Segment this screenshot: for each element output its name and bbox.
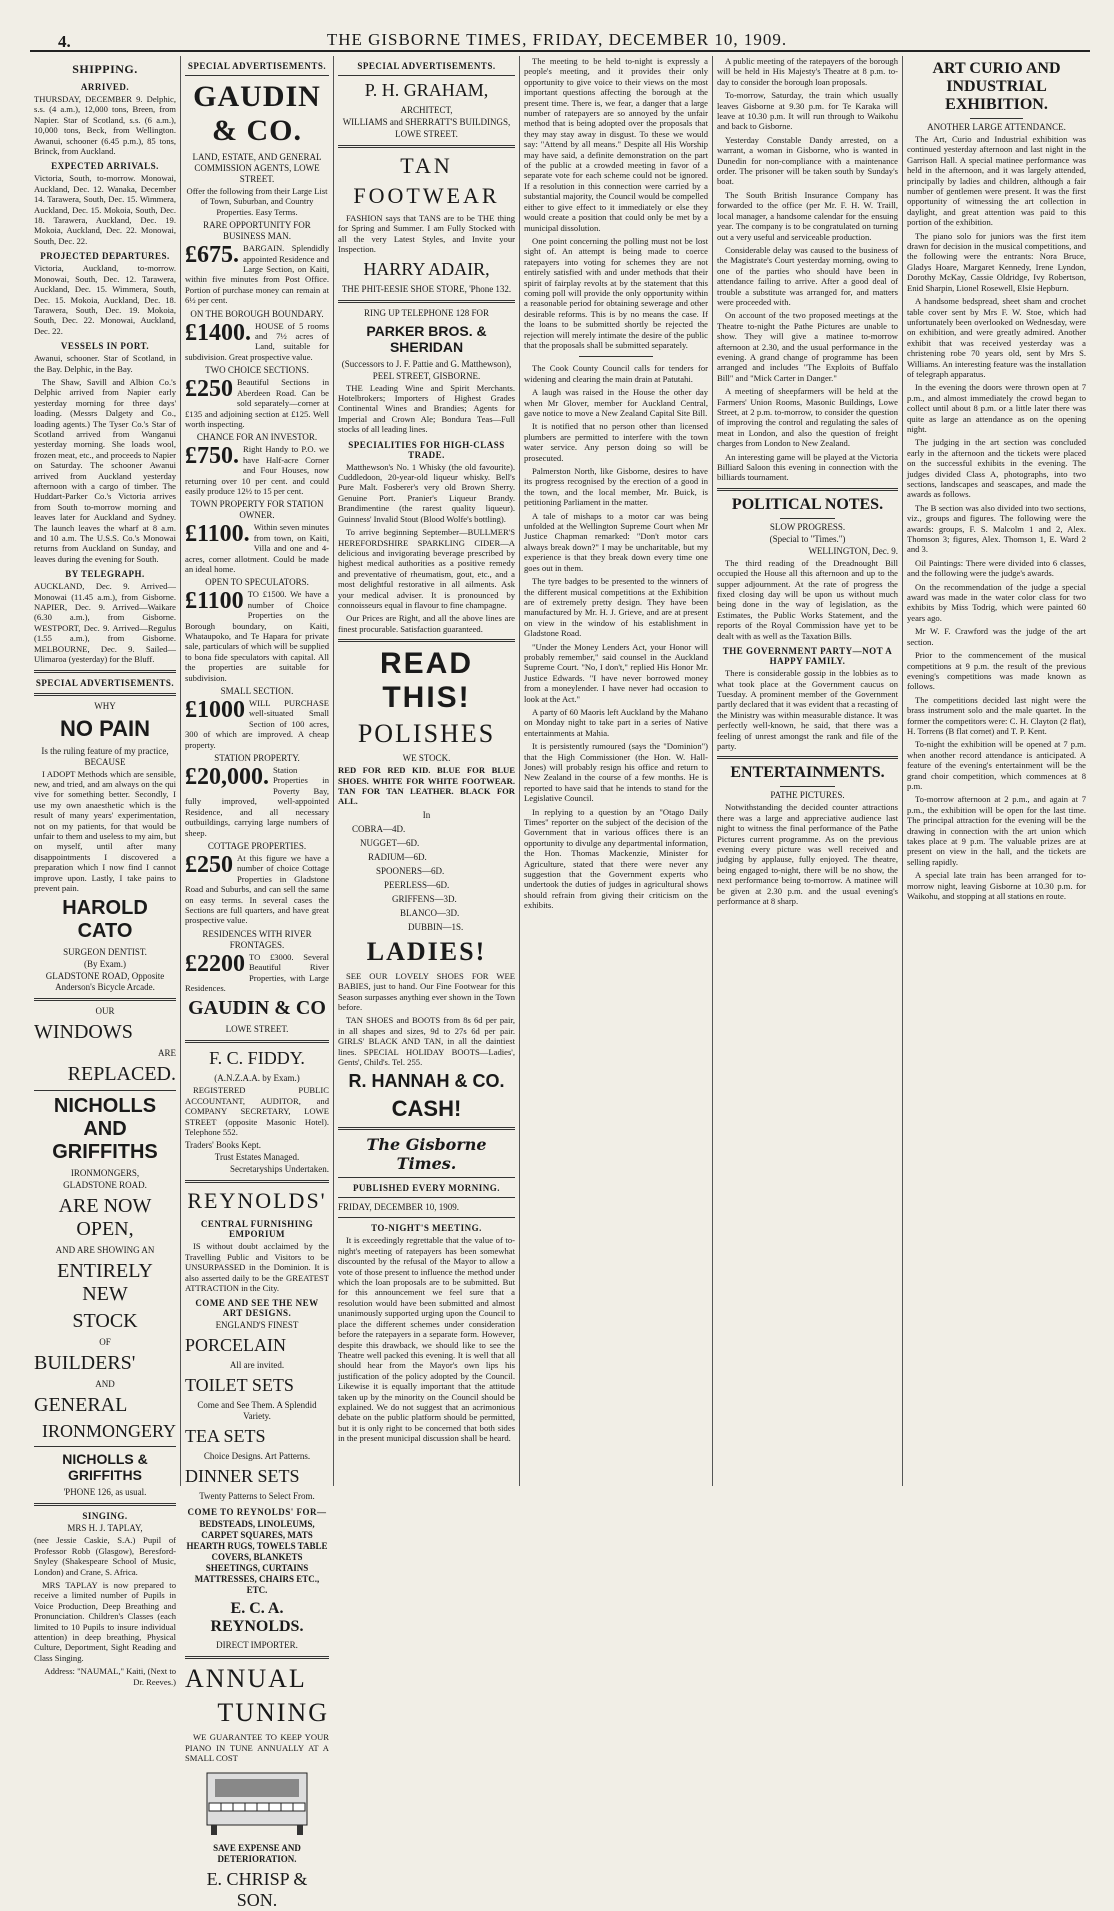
special-ads-heading: SPECIAL ADVERTISEMENTS. — [357, 61, 496, 71]
exhibition-paragraph: In the evening the doors were thrown open at 7 p.m., and almost immediately the crowd began to collect until about 8 p.m. or a little later there was quite as large an attendance as on the opening night. — [907, 382, 1086, 434]
importer-label: DIRECT IMPORTER. — [216, 1640, 298, 1651]
footwear-heading: FOOTWEAR — [353, 183, 500, 208]
ladies-heading: LADIES! — [366, 936, 487, 966]
times-masthead: The Gisborne Times. — [366, 1135, 487, 1174]
polish-item: BLANCO—3D. — [400, 907, 460, 918]
builders-word: BUILDERS' — [34, 1352, 136, 1375]
fiddy-text: REGISTERED PUBLIC ACCOUNTANT, AUDITOR, and COMPANY SECRETARY, LOWE STREET (opposite Masonic Hotel). Telephone 552. — [185, 1085, 329, 1137]
singing-heading: SINGING. — [82, 1511, 128, 1522]
tuning-heading: TUNING — [217, 1698, 329, 1728]
news-item: A meeting of sheepfarmers will be held at the Farmers' Union Rooms, Masonic Buildings, Lowe Street, at 2 p.m. to-morrow, to consider the question of improving the control and regulating the sales of meat in London, and also the question of freight charges from London to New Zealand. — [717, 386, 898, 449]
exhibition-paragraph: To-morrow afternoon at 2 p.m., and again at 7 p.m., the exhibition will be open for the last time. The principal attraction for the evening will be the drawing in connection with the art union which takes place at 9 p.m. The valuable prizes are at present on view in the hall, and the tickets are selling rapidly. — [907, 794, 1086, 867]
gaudin-subtitle: LAND, ESTATE, AND GENERAL COMMISSION AGENTS, LOWE STREET. — [192, 152, 322, 184]
reynolds-heading: REYNOLDS' — [187, 1188, 327, 1214]
news-item: It is persistently rumoured (says the "Dominion") that the High Commissioner (the Hon. W. Hall-Jones) will probably resign his office and return to New Zealand in the course of a few months. He is reported to have said that he intends to stand for the Legislative Council. — [524, 741, 708, 804]
lowe-street-label: LOWE STREET. — [225, 1024, 289, 1035]
windows-word: WINDOWS — [34, 1021, 133, 1044]
investor-label: CHANCE FOR AN INVESTOR. — [196, 432, 318, 443]
polishes-heading: POLISHES — [357, 719, 496, 749]
divider — [717, 756, 898, 759]
divider — [717, 488, 898, 491]
column-4 — [519, 56, 712, 1486]
phone-label: 'PHONE 126, as usual. — [63, 1487, 147, 1498]
editorial-paragraph: The meeting to be held to-night is expressly a people's meeting, and it provides their only opportunity to give voice to their views on the most important questions affecting the borough at the present time. There is, we fear, a danger that a large number of ratepayers are so annoyed by the unfair method that is being adopted over the proposals that they may stay away in disgust. To these we would say: "Attend by all means." Despite all His Worship may have said, a definite demonstration on the part of the public at a crowded meeting in favor of a separate vote for each scheme could not be ignored. If a resolution in this connection were carried by a substantial majority, the Council would be compelled either to give effect to it immediately or else they would create a position that could only be met by a municipal dissolution. — [524, 56, 708, 233]
of-label: OF — [99, 1337, 111, 1348]
new-art-label: COME AND SEE THE NEW ART DESIGNS. — [195, 1298, 319, 1319]
expected-heading: EXPECTED ARRIVALS. — [51, 161, 159, 172]
polish-item: GRIFFENS—3D. — [392, 893, 457, 904]
listing-5: Within seven minutes from town, on Kaiti, Villa and one and 4-acres, corner allotment. Could be made an ideal home. — [185, 522, 329, 574]
news-item: The South British Insurance Company has forwarded to the office (per Mr. F. H. W. Traill, local manager, a handsome calendar for the ensuing year. The company is to be congratulated on turning out a very useful and serviceable production. — [717, 189, 898, 242]
are-label: ARE — [158, 1048, 176, 1059]
parker-heading: PARKER BROS. & SHERIDAN — [366, 322, 487, 355]
exhibition-paragraph: Oil Paintings: There were divided into 6 classes, and the following were the judge's awards. — [907, 557, 1086, 579]
gaudin-heading: GAUDIN & CO. — [193, 80, 321, 147]
masthead-rule — [30, 50, 1090, 52]
tapley-credentials: (nee Jessie Caskie, S.A.) Pupil of Professor Robb (Glasgow), Beresford-Snyley (Shakespeare School of Music, London) and Crane, S. Africa. — [34, 1535, 176, 1577]
stock-heading: STOCK — [72, 1310, 138, 1333]
no-pain-heading: NO PAIN — [59, 715, 151, 741]
price-1: £675. — [185, 242, 239, 269]
news-item: A tale of mishaps to a motor car was being unfolded at the Wellington Supreme Court when Mr Justice Chapman remarked: "Don't motor cars always break down?" I may be uncharitable, but my experience is that they break down every time one goes out in them. — [524, 510, 708, 573]
tapley-paragraph: MRS TAPLAY is now prepared to receive a limited number of Pupils in Voice Production, Deep Breathing and Pronunciation. Children's Classes (each limited to 10 Pupils to insure individual attention) in deep breathing, Physical Culture, Deportment, Sight Reading and Class Singing. — [34, 1580, 176, 1663]
small-section-label: SMALL SECTION. — [220, 686, 294, 697]
entertainments-heading: ENTERTAINMENTS. — [730, 764, 885, 782]
fiddy-sub: (A.N.Z.A.A. by Exam.) — [214, 1073, 300, 1084]
port-text: Awanui, schooner. Star of Scotland, in the Bay. Delphic, in the Bay. — [34, 353, 176, 374]
cato-name: HAROLD CATO — [62, 897, 148, 943]
gaudin-footer: GAUDIN & CO — [188, 997, 326, 1020]
exhibition-heading: ART CURIO AND INDUSTRIAL EXHIBITION. — [932, 60, 1061, 113]
dinner-sets-heading: DINNER SETS — [185, 1466, 300, 1487]
divider — [34, 1503, 176, 1506]
harry-adair-heading: HARRY ADAIR, — [363, 258, 490, 279]
ironmongers-label: IRONMONGERS, — [70, 1168, 140, 1179]
annual-heading: ANNUAL — [185, 1664, 307, 1694]
stock-label: WE STOCK. — [402, 753, 451, 764]
lowe-street-label: LOWE STREET. — [395, 129, 458, 139]
special-ads-heading: SPECIAL ADVERTISEMENTS. — [35, 677, 175, 688]
now-open-heading: ARE NOW OPEN, — [58, 1195, 152, 1241]
news-item: A public meeting of the ratepayers of the borough will be held in His Majesty's Theatre at 8 p.m. to-day to consider the borough loan proposals. — [717, 56, 898, 87]
come-for-label: COME TO REYNOLDS' FOR— — [187, 1507, 327, 1518]
buildings-label: WILLIAMS and SHERRATT'S BUILDINGS, — [342, 117, 511, 127]
divider — [185, 1040, 329, 1043]
ironmongery-word: IRONMONGERY — [41, 1421, 176, 1442]
government-text: There is considerable gossip in the lobbies as to what took place at the Government caucus on Tuesday. A prominent member of the Government partly declared that it was evident that a recasting of the Ministry was within measurable distance. It was perfectly well-known, he said, that there was a feeling of unrest amongst the rank and file of the party. — [717, 668, 898, 751]
exhibition-paragraph: Mr W. F. Crawford was the judge of the art section. — [907, 626, 1086, 647]
read-this-heading: READ THIS! — [379, 647, 473, 715]
listing-9: At this figure we have a number of choice Cottage Properties in Gladstone Road and Suburbs, and can sell the same on easy terms. In several cases the Sections are full quarters, and have great prospective value. — [185, 852, 329, 926]
news-item: It is notified that no person other than licensed plumbers are permitted to interfere with the town water service. Any person doing so will be prosecuted. — [524, 421, 708, 463]
divider — [338, 1177, 515, 1178]
ladies-text-2: TAN SHOES and BOOTS from 8s 6d per pair, in all shapes and sizes, 9d to 27s 6d per pair. GIRLS' BLACK AND TAN, in all the daintiest lines. SPECIAL HOLIDAY BOOTS—Ladies', Gents', Child's. Tel. 255. — [338, 1015, 515, 1068]
news-item: "Under the Money Lenders Act, your Honor will probably remember," said counsel in the Auckland Supreme Court. "No, I don't," replied His Honor Mr. Justice Edwards. "I have never borrowed money from a moneylender. I have never had occasion to look at the Act." — [524, 641, 708, 704]
news-item: On account of the two proposed meetings at the Theatre to-night the Pathe Pictures are unable to show. They will give a matinee to-morrow afternoon at 2.30, and the usual performance in the evening. A grand change of programme has been arranged and includes "The Exploits of Buffalo Bill" and "Mick Carter in Danger." — [717, 310, 898, 383]
divider — [338, 639, 515, 642]
replaced-word: REPLACED. — [67, 1063, 176, 1086]
showing-label: AND ARE SHOWING AN — [55, 1245, 155, 1256]
pathe-label: PATHE PICTURES. — [770, 790, 845, 801]
peel-street-label: PEEL STREET, GISBORNE. — [372, 370, 481, 381]
news-item: To-morrow, Saturday, the train which usually leaves Gisborne at 9.30 p.m. for Te Karaka will leave at 10.30 p.m. It will run through to Waikohu and back to Gisborne. — [717, 90, 898, 132]
news-item: The Cook County Council calls for tenders for widening and clearing the main drain at Patutahi. — [524, 363, 708, 384]
tea-sets-sub: Choice Designs. Art Patterns. — [203, 1451, 311, 1462]
no-pain-sub: Is the ruling feature of my practice, BECAUSE — [41, 745, 169, 767]
telegraph-heading: BY TELEGRAPH. — [65, 569, 145, 580]
exhibition-paragraph: The judging in the art section was concluded early in the afternoon and the tickets were placed on the successful exhibits in the evening. The judges divided Class A, photographs, into two sections, landscapes and seascapes, and made the awards as follows. — [907, 437, 1086, 500]
meeting-text: It is exceedingly regrettable that the value of to-night's meeting of ratepayers has been somewhat discounted by the refusal of the Mayor to allow a vote of those present to influence the method under which the loan proposals are to be submitted. But for this announcement we feel sure that a resolution would have been submitted and almost unanimously supported urging upon the Council to place the different schemes under consideration before the ratepayers in a separate form. However, despite this drawback, we should like to see the Theatre well packed this evening. It is well that all should hear from the Mayor's own lips his justification of the policy adopted by the Council. Likewise it is equally important that the attitude taken up by the minority on the Council should be explained. We do not suggest that an acrimonious debate on the public platform should be permitted, but it is only right to be concerned that both sides in the present municipal discussion shall be heard. — [338, 1235, 515, 1444]
cash-heading: CASH! — [391, 1096, 462, 1122]
news-item: Palmerston North, like Gisborne, desires to have its progress recognised by the erection of a good in the town, and the local member, Mr. Buick, is petitioning Parliament in the matter. — [524, 466, 708, 508]
ring-label: RING UP TELEPHONE 128 FOR — [363, 307, 489, 318]
and-label: AND — [95, 1379, 115, 1390]
divider — [34, 670, 176, 673]
divider — [970, 118, 1024, 119]
exhibition-paragraph: Prior to the commencement of the musical competitions at 9 p.m. the result of the previous evening's competitions was made known as follows. — [907, 650, 1086, 692]
editorial-paragraph: One point concerning the polling must not be lost sight of. An attempt is being made to coerce ratepayers into voting for schemes they are not entirely satisfied with and under methods that their spirit of fairplay revolts at by the statement that this coming poll will provide the only opportunity within a reasonable period for obtaining sewerage and other desirable reforms. This is by no means the case. If the loans to be submitted shortly be rejected the rejection will merely intimate the desire of the public that the proposals shall be submitted separately. — [524, 235, 708, 350]
divider — [579, 356, 653, 357]
news-item: A laugh was raised in the House the other day when Mr Glover, member for Auckland Central, gave notice to move a New Zealand Capital Site Bill. — [524, 387, 708, 418]
why-label: WHY — [94, 700, 116, 711]
tapley-name: MRS H. J. TAPLAY, — [67, 1523, 143, 1534]
in-label: In — [422, 809, 431, 820]
hannah-heading: R. HANNAH & CO. — [348, 1071, 505, 1092]
exhibition-paragraph: On the recommendation of the judge a special award was made in the water color class for two exhibits by Miss Todrig, which were painted 60 years ago. — [907, 581, 1086, 623]
chrisp-heading: E. CHRISP & SON. — [206, 1868, 308, 1910]
price-4: £750. — [185, 443, 239, 470]
cottage-label: COTTAGE PROPERTIES. — [207, 840, 307, 851]
exhibition-paragraph: A special late train has been arranged for to-morrow night, leaving Gisborne at 10.30 p.m. for Waikohu, and stopping at all stations en route. — [907, 870, 1086, 902]
exhibition-paragraph: To-night the exhibition will be opened at 7 p.m. when another record attendance is anticipated. A feature of the evening's entertainment will be the grand choir competition, which commences at 8 p.m. — [907, 739, 1086, 791]
tea-sets-heading: TEA SETS — [185, 1426, 266, 1447]
sections-label: TWO CHOICE SECTIONS. — [205, 365, 309, 376]
divider — [780, 786, 834, 787]
graham-heading: P. H. GRAHAM, — [364, 80, 489, 100]
newspaper-title: THE GISBORNE TIMES, FRIDAY, DECEMBER 10, 1909. — [326, 30, 788, 49]
polish-item: SPOONERS—6D. — [376, 865, 445, 876]
exhibition-paragraph: The competitions decided last night were the brass instrument solo and the male quartet. In the former the competitors were: C. H. Clayton (2 flat), H. Torrens (B flat cornet) and T. P. Kent. — [907, 694, 1086, 736]
news-item: The tyre badges to be presented to the winners of the different musical competitions at the Exhibition are of extremely pretty design. They have been manufactured by Mr. H. J. Grieve, and are at present on view in the window of his establishment in Gladstone Road. — [524, 576, 708, 639]
divider — [34, 998, 176, 1001]
save-expense-label: SAVE EXPENSE AND DETERIORATION. — [213, 1842, 301, 1864]
news-item: An interesting game will be played at the Victoria Billiard Saloon this evening in connection with the billiards tournament. — [717, 451, 898, 483]
divider — [780, 518, 834, 519]
parker-sub: (Successors to J. F. Pattie and G. Matthewson), — [341, 358, 512, 369]
no-pain-text: I ADOPT Methods which are sensible, new, and tried, and am always on the qui vive for something better. Secondly, I use my own anaesthetic which is the result of many years' experimentation, not on my patients, for that would be unfair to them and useless to my aim, but on myself, until after many disappointments I discovered a preparation which I now find I cannot improve upon. Lastly, I take pains to prevent pain. — [34, 768, 177, 893]
divider — [34, 1090, 176, 1091]
divider — [338, 300, 515, 303]
attendance-label: ANOTHER LARGE ATTENDANCE. — [927, 122, 1066, 132]
price-7: £1000 — [185, 697, 245, 724]
piano-illustration — [185, 1767, 329, 1837]
news-item: Considerable delay was caused to the business of the Magistrate's Court yesterday morning, owing to one of the parties who should have been in attendance failing to arrive. After a good deal of trouble a substitute was arranged for, and matters were proceeded with. — [717, 244, 898, 307]
exhibition-paragraph: The piano solo for juniors was the first item drawn for decision in the musical competitions, and the following were the entrants: Nora Bruce, Gladys Hoare, Margaret Kennedy, Irene Lyndon, Dorothy McKay, Cassie Oldridge, Ivy Robertson, Enid Sharpin, Lionel Rosewell, Elsie Hepburn. — [907, 230, 1086, 293]
gladstone-label: GLADSTONE ROAD. — [63, 1180, 147, 1191]
news-item: In replying to a question by an "Otago Daily Times" reporter on the subject of the decision of the Government that in various offices there is an opportunity to divulge any departmental information, the Hon. Thomas Mackenzie, Minister for Agriculture, stated that there were never any suggestion that the Government experts who undertook the duties of judges in agricultural shows should refrain from giving their criticism on the exhibits. — [524, 806, 708, 911]
listing-4: Right Handy to P.O. we have Half-acre Corner and Four Houses, now returning over 10 per cent. and could easily produce 12½ to 15 per cent. — [185, 444, 329, 496]
station-label: STATION PROPERTY. — [214, 753, 300, 764]
toilet-sets-heading: TOILET SETS — [185, 1375, 294, 1396]
price-2: £1400. — [185, 319, 251, 346]
fiddy-heading: F. C. FIDDY. — [209, 1048, 305, 1069]
column-1 — [30, 56, 180, 1687]
specialities-heading: SPECIALITIES FOR HIGH-CLASS TRADE. — [348, 439, 505, 460]
listing-8: Station Properties in Poverty Bay, fully improved, well-appointed Residence, and all necessary outbuildings, carrying large numbers of sheep. — [185, 765, 329, 838]
price-3: £250 — [185, 376, 233, 403]
speculators-label: OPEN TO SPECULATORS. — [205, 577, 309, 588]
special-label: (Special to "Times.") — [769, 533, 846, 544]
departures-text: Victoria, Auckland, to-morrow. Monowai, South, Dec. 12. Tarawera, Auckland, Dec. 15. Wimmera, South, Dec. 15. Mokoia, Auckland, Dec. 18. Tarawera, South, Dec. 19. Mokoia, South, Dec. 22. Monowai, Auckland, Dec. 22. — [34, 263, 176, 336]
divider — [34, 1446, 176, 1447]
specialities-text: Matthewson's No. 1 Whisky (the old favourite). Cuddledoon, 20-year-old liqueur whisky. Bell's Pure Malt. Fosberer's very old Brown Sherry. Genuine Port. Pranier's Liqueur Brandy. Brandimentine (the rarest quality liqueur). Guinness' Invalid Stout (Blood Wolfe's bottling). — [338, 461, 515, 524]
telegraph-text: AUCKLAND, Dec. 9. Arrived—Monowai (11.45 a.m.), from Gisborne. NAPIER, Dec. 9. Arrived—Waikare (6.30 a.m.), from Gisborne. WESTPORT, Dec. 9. Arrived—Regulus (1.55 a.m.), from Gisborne. MELBOURNE, Dec. 9. Sailed—Ulimaroa (yesterday) for the Bluff. — [34, 581, 176, 665]
arrived-text: THURSDAY, DECEMBER 9. Delphic, s.s. (4 a.m.), 12,000 tons, Breen, from Napier. Star of Scotland, s.s. (6 a.m.), 10,000 tons, Beck, from Wellington. Awanui, schooner (6.45 p.m.), 85 tons, Brinck, from Auckland. — [34, 94, 176, 157]
price-10: £2200 — [185, 950, 245, 977]
polish-item: COBRA—4D. — [352, 823, 406, 834]
government-heading: THE GOVERNMENT PARTY—NOT A HAPPY FAMILY. — [722, 646, 893, 667]
gaudin-intro: Offer the following from their Large List of Town, Suburban, and Country Properties. Easy Terms. — [186, 186, 328, 217]
divider — [338, 145, 515, 148]
arrived-heading: ARRIVED. — [80, 82, 130, 92]
news-item: A party of 60 Maoris left Auckland by the Mahano on Monday night to take part in a series of Native entertainments at Mahia. — [524, 706, 708, 738]
tapley-address: Address: "NAUMAL," Kaiti, (Next to Dr. Reeves.) — [44, 1666, 176, 1687]
page-number: 4. — [58, 32, 71, 51]
issue-date: FRIDAY, DECEMBER 10, 1909. — [338, 1202, 460, 1213]
divider — [34, 693, 176, 696]
porcelain-heading: PORCELAIN — [185, 1335, 287, 1356]
goods-list: BEDSTEADS, LINOLEUMS, CARPET SQUARES, MATS HEARTH RUGS, TOWELS TABLE COVERS, BLANKETS SHEETINGS, CURTAINS MATTRESSES, CHAIRS ETC., ETC. — [186, 1519, 328, 1596]
political-text: The third reading of the Dreadnought Bill occupied the House all this afternoon and up to the supper adjournment. At the rate of progress the fixed closing day will be upon us without much being done in the way of legislation, as the Estimates, the Public Works Statement, and the reports of the Royal Commission have yet to be dealt with as well as the Taxation Bills. — [717, 557, 898, 641]
cato-address: GLADSTONE ROAD, Opposite Anderson's Bicycle Arcade. — [45, 971, 165, 993]
river-label: RESIDENCES WITH RIVER FRONTAGES. — [202, 928, 312, 950]
exhibition-paragraph: The B section was also divided into two sections, viz., groups and figures. The following were the awards: groups, F. S. Malcolm 1 and 2, Alex. Thomson 3; figures, Alex. Thomson 1, E. Ward 2 and 3. — [907, 502, 1086, 555]
price-9: £250 — [185, 851, 233, 878]
departures-heading: PROJECTED DEPARTURES. — [40, 251, 170, 262]
masthead — [0, 0, 1114, 51]
architect-label: ARCHITECT, — [400, 105, 453, 115]
column-3 — [333, 56, 519, 1486]
ecar-heading: E. C. A. REYNOLDS. — [210, 1600, 304, 1636]
divider — [185, 75, 329, 76]
specialities-text-3: Our Prices are Right, and all the above lines are finest procurable. Satisfaction guaranteed. — [338, 613, 515, 634]
polish-item: NUGGET—6D. — [360, 837, 420, 848]
ng-footer: NICHOLLS & GRIFFITHS — [62, 1451, 148, 1484]
cato-title: SURGEON DENTIST. — [63, 947, 147, 958]
price-5: £1100. — [185, 521, 250, 548]
fiddy-books: Traders' Books Kept. — [185, 1140, 262, 1151]
polish-list: RED FOR RED KID. BLUE FOR BLUE SHOES. WHITE FOR WHITE FOOTWEAR. TAN FOR TAN LEATHER. BLACK FOR ALL. — [338, 765, 515, 807]
divider — [185, 1656, 329, 1659]
tuning-text: WE GUARANTEE TO KEEP YOUR PIANO IN TUNE ANNUALLY AT A SMALL COST — [185, 1732, 329, 1764]
emporium-label: CENTRAL FURNISHING EMPORIUM — [200, 1219, 314, 1240]
meeting-heading: TO-NIGHT'S MEETING. — [371, 1223, 482, 1234]
fiddy-trust: Trust Estates Managed. — [214, 1152, 300, 1163]
finest-label: ENGLAND'S FINEST — [215, 1320, 299, 1331]
parker-text: THE Leading Wine and Spirit Merchants. Hotelbrokers; Importers of Highest Grades Continental Wines and Brandies; Agents for Imperial and Crown Ale; Bondura Teas—Full stocks of all leading lines. — [338, 382, 515, 435]
column-5 — [712, 56, 902, 1486]
dinner-sets-sub: Twenty Patterns to Select From. — [199, 1491, 315, 1502]
divider — [338, 1127, 515, 1130]
all-invited-label: All are invited. — [229, 1360, 285, 1371]
divider — [185, 1180, 329, 1183]
tan-heading: TAN — [400, 153, 453, 178]
slow-progress-label: SLOW PROGRESS. — [769, 521, 846, 532]
divider — [338, 1197, 515, 1198]
general-word: GENERAL — [34, 1394, 128, 1417]
published-label: PUBLISHED EVERY MORNING. — [352, 1183, 501, 1194]
price-6: £1100 — [185, 588, 244, 615]
listing-3: Beautiful Sections in Aberdeen Road. Can be sold separately—corner at £135 and adjoining section at £125. Well worth inspecting. — [185, 377, 329, 429]
news-item: Yesterday Constable Dandy arrested, on a warrant, a woman in Gisborne, who is wanted in Dunedin for non-compliance with a maintenance order. The prisoner will be taken south by Sunday's boat. — [717, 134, 898, 187]
toilet-sets-sub: Come and See Them. A Splendid Variety. — [197, 1400, 317, 1422]
harry-adair-sub: THE PHIT-EESIE SHOE STORE, 'Phone 132. — [341, 283, 512, 294]
exhibition-paragraph: The Art, Curio and Industrial exhibition was continued yesterday afternoon and last night in the Garrison Hall. A special matinee performance was held in the afternoon, and it was largely attended, principally by ladies and children, although a fair number of gentlemen were present. It was the first opportunity of witnessing the art collection in daylight, and great attention was paid to this portion of the exhibition. — [907, 134, 1086, 228]
port-paragraph: The Shaw, Savill and Albion Co.'s Delphic arrived from Napier early yesterday morning for three days' loading. (Messrs Dalgety and Co., loading agents.) The Tyser Co.'s Star of Scotland arrived from Wanganui yesterday morning. She loads wool, frozen meat, etc., and proceeds to Napier on Saturday. The schooner Awanui arrived from Auckland yesterday afternoon with a cargo of timber. The Huddart-Parker Co.'s Victoria arrives from South to-morrow morning and leaves later for Auckland and Sydney. The launch leaves the wharf at 8 a.m. and 10 a.m. The U.S.S. Co.'s Monowai returns from Auckland on Sunday, and leaves during the evening for South. — [34, 376, 176, 564]
listing-10: TO £3000. Several Beautiful River Properties, with Large Residences. — [185, 951, 329, 993]
column-2 — [180, 56, 333, 1910]
political-notes-heading: POLITICAL NOTES. — [731, 495, 884, 513]
rare-label: RARE OPPORTUNITY FOR BUSINESS MAN. — [203, 220, 311, 242]
boundary-label: ON THE BOROUGH BOUNDARY. — [190, 308, 324, 319]
polish-item: DUBBIN—1S. — [408, 921, 464, 932]
ladies-text: SEE OUR LOVELY SHOES FOR WEE BABIES, just to hand. Our Fine Footwear for this Season surpasses anything ever shown in the Town before. — [338, 970, 515, 1012]
reynolds-text: IS without doubt acclaimed by the Travelling Public and Visitors to be UNSURPASSED in the Dominion. It is also asserted daily to be the GREATEST ATTRACTION in the City. — [185, 1241, 329, 1294]
listing-6: TO £1500. We have a number of Choice Properties on the Borough boundary, on Kaiti, Whataupoko, and Te Hapara for private sale, particulars of which will be supplied to bona fide speculators with capital. All the properties are suitable for subdivision. — [185, 589, 329, 683]
nicholls-heading: NICHOLLS AND GRIFFITHS — [52, 1095, 158, 1164]
dateline: WELLINGTON, Dec. 9. — [808, 545, 898, 556]
column-6 — [902, 56, 1090, 1486]
entirely-new-heading: ENTIRELY NEW — [57, 1260, 153, 1306]
polish-item: RADIUM—6D. — [368, 851, 427, 862]
fiddy-secretary: Secretaryships Undertaken. — [230, 1164, 329, 1175]
cato-exam: (By Exam.) — [84, 959, 126, 970]
port-heading: VESSELS IN PORT. — [60, 341, 150, 352]
divider — [338, 75, 515, 76]
price-8: £20,000. — [185, 764, 269, 791]
listing-7: WILL PURCHASE well-situated Small Section of 100 acres, 300 of which are improved. A cheap property. — [185, 698, 329, 750]
listing-2: HOUSE of 5 rooms and 7½ acres of Land, suitable for subdivision. Great prospective value. — [185, 320, 329, 362]
town-property-label: TOWN PROPERTY FOR STATION OWNER. — [190, 499, 324, 521]
entertainments-text: Notwithstanding the decided counter attractions there was a large and appreciative audience last night to witness the final performance of the Pathe Pictures current programme. As on the previous evening every picture was well received and judging by applause, fully enjoyed. The theatre, being engaged to-night, there will be no show, the next performance being to-morrow. A matinee will be given at 2.30 p.m. and the usual evening's performance at 8 sharp. — [717, 802, 898, 906]
listing-1: BARGAIN. Splendidly appointed Residence and Large Section, on Kaiti, within five minutes from Post Office. Portion of purchase money can remain at 6½ per cent. — [185, 243, 329, 306]
footwear-text: FASHION says that TANS are to be THE thing for Spring and Summer. I am Fully Stocked with all the very Latest Styles, and Invite your Inspection. — [338, 213, 515, 255]
divider — [338, 1217, 515, 1218]
shipping-heading: SHIPPING. — [72, 62, 138, 76]
specialities-text-2: To arrive beginning September—BULLMER'S HEREFORDSHIRE SPARKLING CIDER—A delicious and invigorating beverage prescribed by highest medical authorities as a positive remedy and preventative of rheumatism, gout, etc., and a most delightful restorative in all ailments. Ask your medical adviser. It is pronounced by connoisseurs equal in flavour to fine champagne. — [338, 527, 515, 610]
our-label: OUR — [95, 1006, 115, 1017]
special-ads-heading: SPECIAL ADVERTISEMENTS. — [187, 61, 327, 71]
polish-item: PEERLESS—6D. — [384, 879, 450, 890]
exhibition-paragraph: A handsome bedspread, sheet sham and crochet table cover sent by Mrs F. W. Stoe, which had unfortunately been overlooked on Wednesday, were on exhibition, and were greatly admired. Another exhibit that was received yesterday was a christening robe 70 years old, sent by Mrs S. Williams. An interesting feature was the installation of telegraph apparatus. — [907, 296, 1086, 379]
expected-text: Victoria, South, to-morrow. Monowai, Auckland, Dec. 12. Wanaka, December 14. Tarawera, South, Dec. 15. Wimmera, Auckland, Dec. 15. Mokoia, South, Dec. 18. Tarawera, Auckland, Dec. 19. Mokoia, Auckland, Dec. 22. Monowai, South, Dec. 22. — [34, 173, 176, 246]
